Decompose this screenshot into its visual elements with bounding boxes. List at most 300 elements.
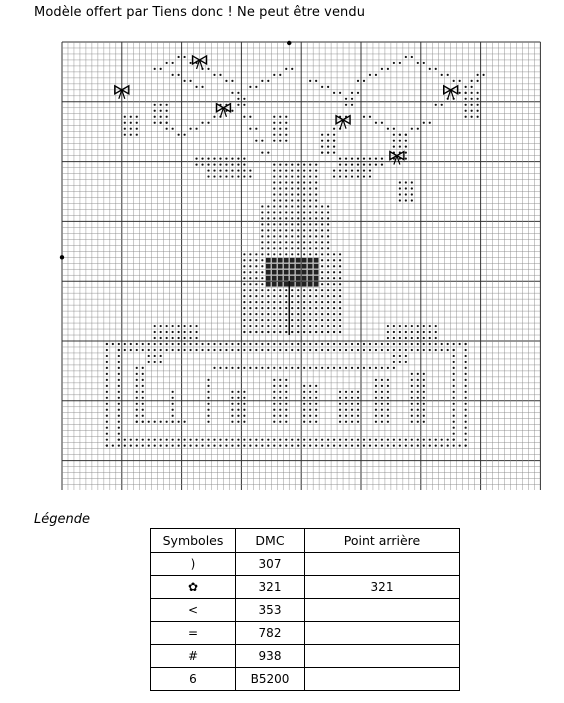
- stitch-cell: [405, 56, 407, 58]
- stitch-cell: [339, 313, 341, 315]
- stitch-cell: [291, 439, 293, 441]
- stitch-cell: [183, 439, 185, 441]
- stitch-cell: [381, 379, 383, 381]
- stitch-cell: [477, 92, 479, 94]
- legend-symbol: ): [151, 553, 236, 576]
- stitch-cell: [339, 283, 341, 285]
- stitch-cell: [321, 211, 323, 213]
- stitch-cell: [309, 181, 311, 183]
- stitch-cell: [411, 373, 413, 375]
- stitch-cell: [465, 439, 467, 441]
- stitch-cell: [411, 385, 413, 387]
- stitch-cell: [136, 397, 138, 399]
- stitch-cell: [291, 301, 293, 303]
- stitch-cell: [189, 325, 191, 327]
- stitch-cell: [267, 325, 269, 327]
- stitch-cell: [124, 349, 126, 351]
- stitch-cell-dark: [302, 276, 307, 281]
- stitch-cell: [309, 307, 311, 309]
- stitch-cell: [393, 355, 395, 357]
- stitch-cell: [465, 433, 467, 435]
- stitch-cell: [207, 379, 209, 381]
- col-symbols: Symboles: [151, 529, 236, 553]
- stitch-cell: [453, 415, 455, 417]
- stitch-cell: [309, 295, 311, 297]
- stitch-cell: [130, 116, 132, 118]
- stitch-cell: [142, 379, 144, 381]
- stitch-cell-dark: [290, 264, 295, 269]
- stitch-cell-dark: [284, 282, 289, 287]
- stitch-cell: [243, 445, 245, 447]
- stitch-cell: [172, 391, 174, 393]
- stitch-cell: [118, 343, 120, 345]
- stitch-cell: [106, 415, 108, 417]
- stitch-cell: [363, 175, 365, 177]
- stitch-cell: [339, 163, 341, 165]
- stitch-cell: [243, 403, 245, 405]
- stitch-cell: [477, 116, 479, 118]
- stitch-cell-dark: [314, 258, 319, 263]
- stitch-cell: [285, 68, 287, 70]
- stitch-cell: [261, 301, 263, 303]
- stitch-cell: [351, 175, 353, 177]
- stitch-cell: [285, 295, 287, 297]
- stitch-cell: [118, 427, 120, 429]
- col-dmc: DMC: [236, 529, 305, 553]
- stitch-cell: [411, 343, 413, 345]
- stitch-cell: [106, 391, 108, 393]
- stitch-cell: [279, 229, 281, 231]
- stitch-cell: [172, 349, 174, 351]
- stitch-cell: [291, 169, 293, 171]
- stitch-cell: [255, 343, 257, 345]
- stitch-cell: [465, 92, 467, 94]
- stitch-cell: [399, 325, 401, 327]
- stitch-cell: [118, 367, 120, 369]
- stitch-cell: [303, 343, 305, 345]
- stitch-cell: [273, 116, 275, 118]
- stitch-cell: [369, 349, 371, 351]
- stitch-cell: [321, 307, 323, 309]
- stitch-cell: [273, 415, 275, 417]
- stitch-cell: [333, 289, 335, 291]
- stitch-cell: [207, 445, 209, 447]
- stitch-cell: [411, 415, 413, 417]
- stitch-cell: [160, 361, 162, 363]
- stitch-cell: [411, 391, 413, 393]
- stitch-cell: [435, 104, 437, 106]
- stitch-cell: [279, 325, 281, 327]
- stitch-cell-dark: [308, 270, 313, 275]
- stitch-cell: [118, 379, 120, 381]
- stitch-cell: [279, 211, 281, 213]
- stitch-cell: [106, 403, 108, 405]
- stitch-cell: [231, 175, 233, 177]
- stitch-cell: [166, 421, 168, 423]
- stitch-cell: [465, 116, 467, 118]
- stitch-cell: [249, 289, 251, 291]
- stitch-cell: [172, 337, 174, 339]
- stitch-cell: [160, 325, 162, 327]
- stitch-cell: [321, 289, 323, 291]
- stitch-cell: [142, 397, 144, 399]
- stitch-cell: [327, 152, 329, 154]
- stitch-cell: [315, 163, 317, 165]
- stitch-cell: [327, 223, 329, 225]
- stitch-cell: [303, 445, 305, 447]
- stitch-cell: [315, 199, 317, 201]
- stitch-cell: [285, 307, 287, 309]
- stitch-cell: [381, 343, 383, 345]
- stitch-cell: [315, 193, 317, 195]
- legend-symbol: =: [151, 622, 236, 645]
- stitch-cell: [297, 325, 299, 327]
- stitch-cell: [243, 116, 245, 118]
- stitch-cell: [201, 445, 203, 447]
- stitch-cell: [303, 211, 305, 213]
- stitch-cell: [303, 229, 305, 231]
- stitch-cell: [207, 403, 209, 405]
- stitch-cell: [465, 355, 467, 357]
- stitch-cell: [387, 325, 389, 327]
- stitch-cell: [148, 349, 150, 351]
- stitch-cell: [291, 367, 293, 369]
- stitch-cell: [231, 397, 233, 399]
- stitch-cell: [136, 349, 138, 351]
- stitch-cell: [255, 86, 257, 88]
- grid-lines: [62, 42, 540, 490]
- stitch-cell: [261, 229, 263, 231]
- stitch-cell: [297, 301, 299, 303]
- stitch-cell: [267, 205, 269, 207]
- legend-symbol: <: [151, 599, 236, 622]
- stitch-cell: [393, 367, 395, 369]
- legend-dmc: 307: [236, 553, 305, 576]
- stitch-cell: [178, 439, 180, 441]
- stitch-cell: [237, 169, 239, 171]
- stitch-cell-dark: [272, 270, 277, 275]
- stitch-cell: [399, 361, 401, 363]
- stitch-cell: [267, 439, 269, 441]
- stitch-cell: [249, 349, 251, 351]
- stitch-cell: [243, 439, 245, 441]
- stitch-cell: [106, 349, 108, 351]
- stitch-cell: [225, 367, 227, 369]
- stitch-cell: [267, 223, 269, 225]
- stitch-cell: [435, 331, 437, 333]
- stitch-cell: [255, 283, 257, 285]
- stitch-cell: [285, 181, 287, 183]
- stitch-cell: [465, 98, 467, 100]
- stitch-cell: [417, 379, 419, 381]
- stitch-cell: [195, 325, 197, 327]
- stitch-cell: [321, 223, 323, 225]
- stitch-cell: [243, 295, 245, 297]
- stitch-cell: [453, 439, 455, 441]
- stitch-cell: [261, 289, 263, 291]
- stitch-cell: [106, 379, 108, 381]
- stitch-cell: [333, 331, 335, 333]
- stitch-cell: [166, 110, 168, 112]
- stitch-cell: [375, 421, 377, 423]
- stitch-cell: [339, 259, 341, 261]
- stitch-cell: [231, 92, 233, 94]
- stitch-cell: [309, 80, 311, 82]
- stitch-cell: [243, 313, 245, 315]
- stitch-cell: [441, 343, 443, 345]
- stitch-cell: [237, 415, 239, 417]
- stitch-cell: [219, 445, 221, 447]
- stitch-cell: [339, 439, 341, 441]
- stitch-cell: [249, 313, 251, 315]
- stitch-cell: [207, 175, 209, 177]
- stitch-cell: [315, 445, 317, 447]
- stitch-cell: [417, 415, 419, 417]
- legend-backstitch: [305, 553, 460, 576]
- stitch-cell: [249, 439, 251, 441]
- stitch-cell: [207, 169, 209, 171]
- stitch-cell: [243, 307, 245, 309]
- stitch-cell: [255, 319, 257, 321]
- stitch-cell: [303, 169, 305, 171]
- stitch-cell-dark: [266, 264, 271, 269]
- stitch-cell: [315, 235, 317, 237]
- stitch-cell: [261, 253, 263, 255]
- stitch-cell: [471, 86, 473, 88]
- stitch-cell: [166, 331, 168, 333]
- stitch-cell: [405, 152, 407, 154]
- stitch-cell: [339, 391, 341, 393]
- stitch-cell: [405, 349, 407, 351]
- stitch-cell: [339, 445, 341, 447]
- stitch-cell: [471, 116, 473, 118]
- stitch-cell: [195, 445, 197, 447]
- stitch-cell: [327, 307, 329, 309]
- stitch-cell: [285, 187, 287, 189]
- legend-dmc: 353: [236, 599, 305, 622]
- stitch-cell: [267, 235, 269, 237]
- stitch-cell-dark: [302, 258, 307, 263]
- stitch-cell: [291, 295, 293, 297]
- stitch-cell: [201, 343, 203, 345]
- stitch-cell: [243, 331, 245, 333]
- stitch-cell: [207, 158, 209, 160]
- stitch-cell: [321, 271, 323, 273]
- stitch-cell: [303, 235, 305, 237]
- stitch-cell: [142, 421, 144, 423]
- stitch-cell: [261, 247, 263, 249]
- stitch-cell: [148, 361, 150, 363]
- stitch-cell: [267, 152, 269, 154]
- stitch-cell: [249, 283, 251, 285]
- stitch-cell: [136, 391, 138, 393]
- stitch-cell: [249, 128, 251, 130]
- stitch-cell: [333, 367, 335, 369]
- stitch-cell: [435, 349, 437, 351]
- stitch-cell: [387, 403, 389, 405]
- stitch-cell: [315, 211, 317, 213]
- stitch-cell: [387, 385, 389, 387]
- stitch-cell: [273, 403, 275, 405]
- stitch-cell: [405, 343, 407, 345]
- stitch-cell: [166, 62, 168, 64]
- stitch-cell: [333, 313, 335, 315]
- stitch-cell: [453, 445, 455, 447]
- stitch-cell: [207, 163, 209, 165]
- stitch-cell: [285, 385, 287, 387]
- stitch-cell: [423, 349, 425, 351]
- stitch-cell: [207, 122, 209, 124]
- legend-dmc: 321: [236, 576, 305, 599]
- stitch-cell: [249, 259, 251, 261]
- stitch-cell: [303, 301, 305, 303]
- stitch-cell: [279, 74, 281, 76]
- stitch-cell: [363, 343, 365, 345]
- stitch-cell: [261, 259, 263, 261]
- stitch-cell: [291, 229, 293, 231]
- stitch-cell: [118, 361, 120, 363]
- stitch-cell: [267, 445, 269, 447]
- stitch-cell: [124, 134, 126, 136]
- stitch-cell: [148, 421, 150, 423]
- stitch-cell: [477, 74, 479, 76]
- stitch-cell: [327, 253, 329, 255]
- stitch-cell: [154, 361, 156, 363]
- stitch-cell: [327, 283, 329, 285]
- stitch-cell: [381, 415, 383, 417]
- stitch-cell-dark: [266, 282, 271, 287]
- stitch-cell: [321, 265, 323, 267]
- stitch-cell: [279, 217, 281, 219]
- stitch-cell: [309, 415, 311, 417]
- legend-symbol: #: [151, 645, 236, 668]
- stitch-cell: [130, 343, 132, 345]
- stitch-cell: [375, 379, 377, 381]
- stitch-cell: [411, 199, 413, 201]
- stitch-cell: [327, 247, 329, 249]
- stitch-cell: [351, 98, 353, 100]
- stitch-cell: [166, 122, 168, 124]
- stitch-cell: [423, 337, 425, 339]
- stitch-cell: [381, 158, 383, 160]
- stitch-cell: [333, 349, 335, 351]
- stitch-cell: [142, 373, 144, 375]
- stitch-cell: [225, 439, 227, 441]
- stitch-cell: [261, 295, 263, 297]
- stitch-cell: [417, 343, 419, 345]
- stitch-cell: [172, 325, 174, 327]
- stitch-cell: [321, 367, 323, 369]
- stitch-cell: [124, 445, 126, 447]
- stitch-cell: [237, 397, 239, 399]
- stitch-cell-dark: [290, 282, 295, 287]
- stitch-cell: [195, 128, 197, 130]
- stitch-cell: [297, 439, 299, 441]
- stitch-cell: [315, 223, 317, 225]
- stitch-cell: [291, 247, 293, 249]
- stitch-cell: [285, 289, 287, 291]
- stitch-cell: [297, 211, 299, 213]
- stitch-cell: [453, 433, 455, 435]
- stitch-cell: [136, 373, 138, 375]
- stitch-cell: [357, 421, 359, 423]
- stitch-cell: [387, 68, 389, 70]
- stitch-cell: [249, 367, 251, 369]
- stitch-cell: [297, 253, 299, 255]
- stitch-cell: [321, 439, 323, 441]
- stitch-cell-dark: [296, 282, 301, 287]
- stitch-cell: [375, 385, 377, 387]
- stitch-cell: [339, 415, 341, 417]
- stitch-cell: [399, 349, 401, 351]
- stitch-cell: [285, 205, 287, 207]
- stitch-cell: [351, 163, 353, 165]
- stitch-cell: [243, 421, 245, 423]
- stitch-cell: [106, 385, 108, 387]
- stitch-cell: [417, 331, 419, 333]
- stitch-cell: [279, 134, 281, 136]
- stitch-cell: [435, 343, 437, 345]
- stitch-cell: [183, 331, 185, 333]
- stitch-cell: [315, 439, 317, 441]
- stitch-cell: [309, 163, 311, 165]
- stitch-cell: [411, 403, 413, 405]
- stitch-cell: [399, 146, 401, 148]
- stitch-cell: [327, 134, 329, 136]
- stitch-cell: [339, 367, 341, 369]
- stitch-cell: [267, 247, 269, 249]
- stitch-cell: [267, 307, 269, 309]
- stitch-cell: [243, 397, 245, 399]
- stitch-cell: [321, 229, 323, 231]
- stitch-cell: [178, 421, 180, 423]
- stitch-cell: [279, 128, 281, 130]
- stitch-cell: [255, 271, 257, 273]
- stitch-cell: [375, 367, 377, 369]
- stitch-cell: [261, 217, 263, 219]
- stitch-cell: [285, 122, 287, 124]
- stitch-cell: [172, 74, 174, 76]
- stitch-cell: [189, 331, 191, 333]
- stitch-cell: [183, 421, 185, 423]
- stitch-cell: [417, 373, 419, 375]
- stitch-cell: [285, 134, 287, 136]
- stitch-cell: [339, 325, 341, 327]
- stitch-cell: [345, 439, 347, 441]
- stitch-cell: [465, 397, 467, 399]
- stitch-cell: [285, 235, 287, 237]
- stitch-cell: [118, 415, 120, 417]
- stitch-cell: [291, 253, 293, 255]
- stitch-cell: [136, 343, 138, 345]
- stitch-cell: [303, 397, 305, 399]
- stitch-cell: [172, 439, 174, 441]
- stitch-cell: [357, 367, 359, 369]
- stitch-cell: [279, 116, 281, 118]
- stitch-cell: [279, 331, 281, 333]
- stitch-cell: [309, 391, 311, 393]
- stitch-cell: [243, 253, 245, 255]
- stitch-cell-dark: [278, 270, 283, 275]
- stitch-cell: [249, 86, 251, 88]
- stitch-cell: [178, 343, 180, 345]
- stitch-cell: [303, 253, 305, 255]
- stitch-cell: [375, 403, 377, 405]
- stitch-cell: [166, 337, 168, 339]
- stitch-cell: [297, 295, 299, 297]
- stitch-cell: [297, 169, 299, 171]
- stitch-cell: [447, 343, 449, 345]
